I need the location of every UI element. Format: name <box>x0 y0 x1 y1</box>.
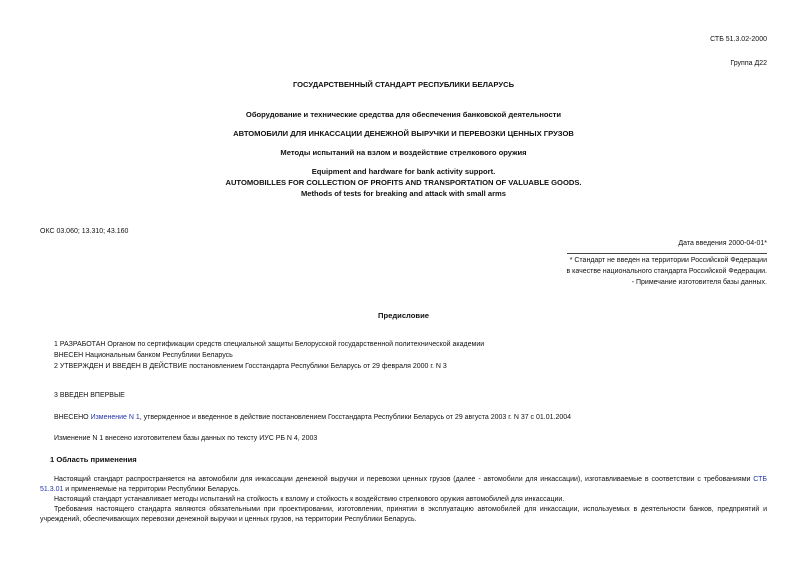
footnote-line-1: * Стандарт не введен на территории Российской Федерации <box>569 257 767 264</box>
preface-item-1: 1 РАЗРАБОТАН Органом по сертификации средств специальной защиты Белорусской государственной политехнической академии <box>54 341 485 348</box>
section-1-heading: 1 Область применения <box>50 455 137 464</box>
ru-main-title: АВТОМОБИЛИ ДЛЯ ИНКАССАЦИИ ДЕНЕЖНОЙ ВЫРУЧКИ И ПЕРЕВОЗКИ ЦЕННЫХ ГРУЗОВ <box>233 129 574 138</box>
amendment-rest: , утвержденное и введенное в действие постановлением Госстандарта Республики Беларусь от 29 августа 2003 г. N 37 с 01.01.2004 <box>139 414 572 421</box>
preface-item-2 <box>54 363 447 370</box>
footnote-line-2: в качестве национального стандарта Российской Федерации. <box>566 268 767 275</box>
oks-code: ОКС 03.060; 13.310; 43.160 <box>40 228 129 235</box>
stb-link[interactable]: СТБ 51.3.01 <box>40 476 767 493</box>
section-1-paragraph-3: Требования настоящего стандарта являются обязательными при проектировании, изготовлении, принятии в эксплуатацию автомобилей для инкассации, используемых в деятельности банков, предприятий и учреждений, обеспечивающих перевозки денежной выручки и ценных грузов, на территории Республики Беларусь. <box>40 506 767 523</box>
footnote-divider <box>567 253 767 254</box>
preface-item-1b: ВНЕСЕН Национальным банком Республики Беларусь <box>54 352 233 359</box>
preface-item-2-caps: 2 УТВЕРЖДЕН И ВВЕДЕН В ДЕЙСТВИЕ <box>54 363 188 370</box>
ru-category-title: Оборудование и технические средства для обеспечения банковской деятельности <box>245 110 562 119</box>
preface-heading: Предисловие <box>378 311 429 320</box>
introduction-date: Дата введения 2000-04-01* <box>678 240 767 247</box>
amendment-note: Изменение N 1 внесено изготовителем базы данных по тексту ИУС РБ N 4, 2003 <box>54 435 318 442</box>
footnote-line-3: - Примечание изготовителя базы данных. <box>631 279 767 286</box>
paragraph-1-start: Настоящий стандарт распространяется на автомобили для инкассации денежной выручки и перевозки ценных грузов (далее - автомобили для инкассации), изготавливаемые в соответствии с требованиями <box>54 476 754 483</box>
amendment-line <box>54 414 571 421</box>
standard-type-heading: ГОСУДАРСТВЕННЫЙ СТАНДАРТ РЕСПУБЛИКИ БЕЛАРУСЬ <box>292 80 515 89</box>
section-1-paragraph-2: Настоящий стандарт устанавливает методы испытаний на стойкость к взлому и стойкость к воздействию стрелкового оружия автомобилей для инкассации. <box>54 496 565 503</box>
paragraph-1-end: и применяемые на территории Республики Беларусь. <box>63 486 241 493</box>
en-subtitle: Methods of tests for breaking and attack with small arms <box>300 189 507 198</box>
en-main-title: AUTOMOBILLES FOR COLLECTION OF PROFITS AND TRANSPORTATION OF VALUABLE GOODS. <box>225 178 582 187</box>
preface-item-2-rest: постановлением Госстандарта Республики Беларусь от 29 февраля 2000 г. N 3 <box>187 363 447 370</box>
document-group: Группа Д22 <box>730 60 767 67</box>
section-1-paragraph-1 <box>40 475 767 495</box>
document-code: СТБ 51.3.02-2000 <box>710 36 767 43</box>
en-category-title: Equipment and hardware for bank activity support. <box>311 167 496 176</box>
preface-item-3: 3 ВВЕДЕН ВПЕРВЫЕ <box>54 392 125 399</box>
ru-subtitle: Методы испытаний на взлом и воздействие стрелкового оружия <box>280 148 527 157</box>
amendment-link[interactable]: Изменение N 1 <box>90 414 140 421</box>
amendment-prefix: ВНЕСЕНО <box>54 414 91 421</box>
